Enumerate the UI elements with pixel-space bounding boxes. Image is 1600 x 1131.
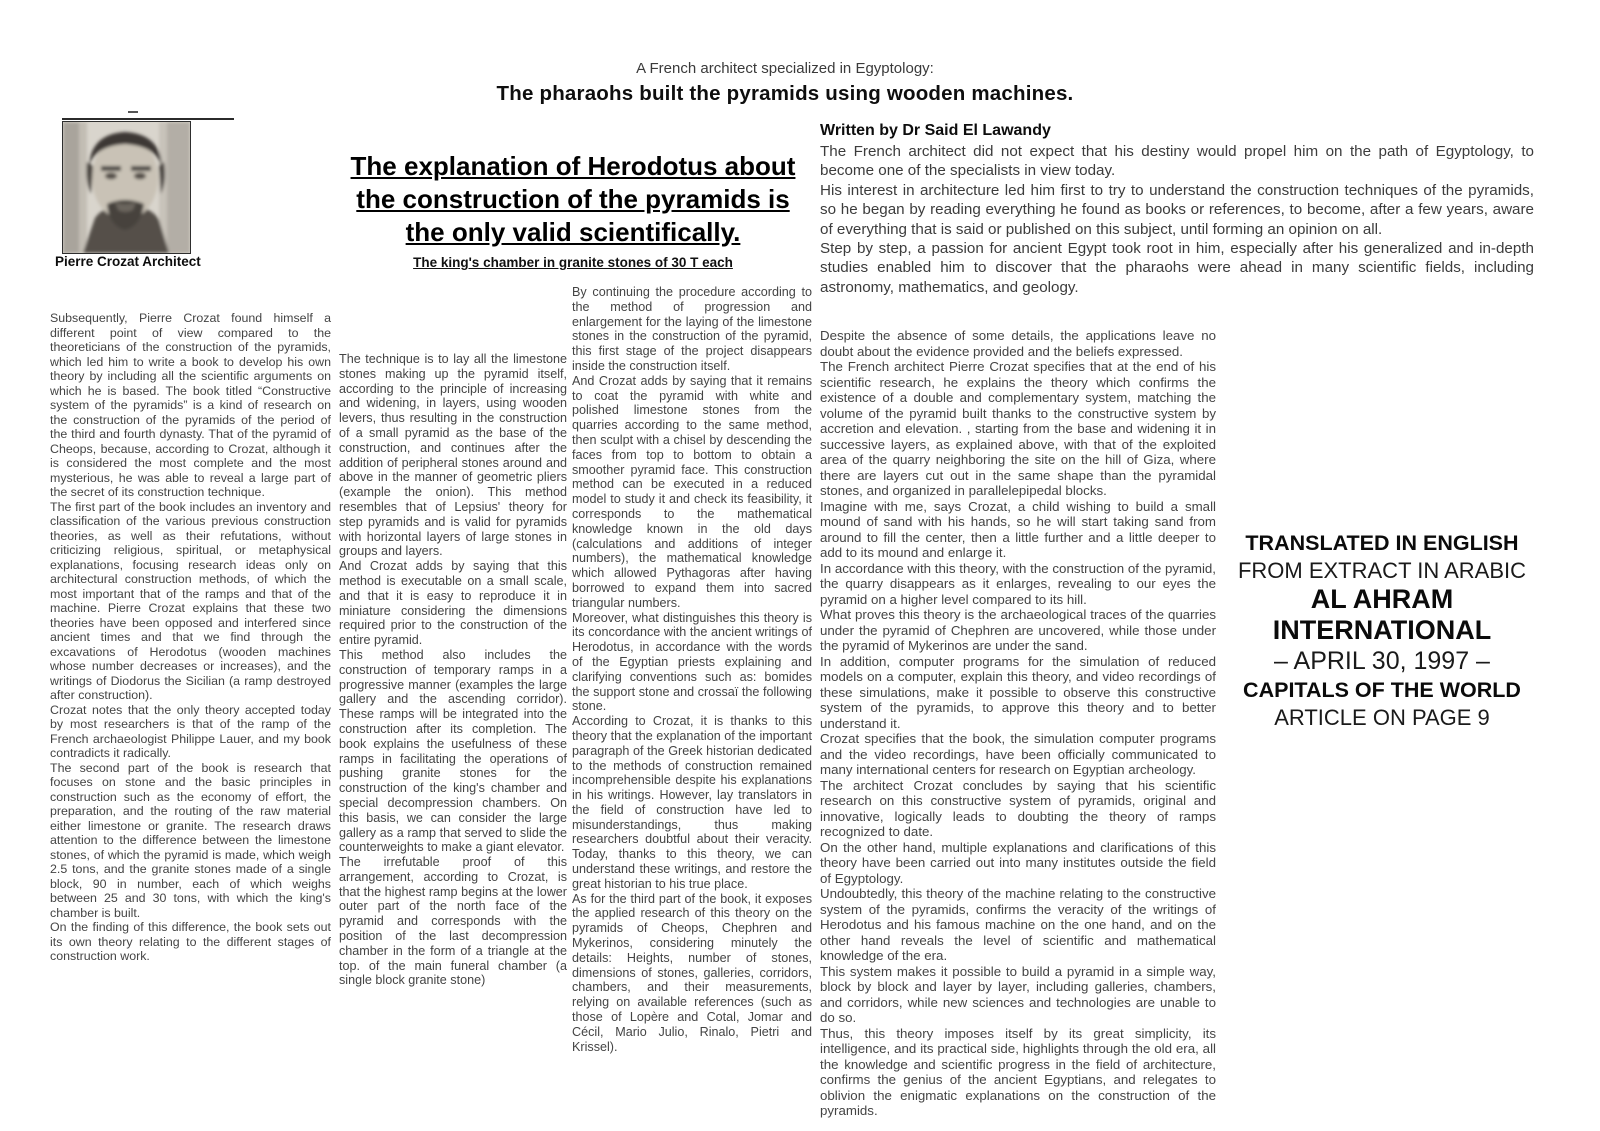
- headline-line-3: the only valid scientifically.: [405, 217, 741, 247]
- paragraph: By continuing the procedure according to the method of progression and enlargement for the laying of the limestone stones in the construction of the pyramid, this first stage of the project disappears inside the construction itself.: [572, 285, 812, 373]
- sidebar-line-from-extract: FROM EXTRACT IN ARABIC: [1237, 558, 1527, 583]
- paragraph: What proves this theory is the archaeological traces of the quarries under the pyramid of Chephren are uncovered, while those under the pyramid of Mykerinos are under the sand.: [820, 607, 1216, 653]
- paragraph: The first part of the book includes an inventory and classification of the various previous construction theories, as well as their refutations, without criticizing religious, spiritual, or metaphysical explanations, focusing research ideas only on architectural construction methods, of which the most important that of the ramps and that of the machine. Pierre Crozat explains that these two theories have been opposed and interfered since ancient times and that we find through the excavations of Herodotus (wooden machines whose number decreases or increases), and the writings of Diodorus the Sicilian (a ramp destroyed after construction).: [50, 499, 331, 702]
- paragraph: And Crozat adds by saying that it remains to coat the pyramid with white and polished limestone stones from the quarries according to the same method, then sculpt with a chisel by descending the faces from top to bottom to obtain a smoother pyramid face. This construction method can be executed in a reduced model to study it and check its feasibility, it corresponds to the mathematical knowledge known in the old days (calculations and additions of integer numbers), the mathematical knowledge which allowed Pythagoras after having borrowed to expand them into sacred triangular numbers.: [572, 373, 812, 610]
- paragraph: Subsequently, Pierre Crozat found himself a different point of view compared to the theoreticians of the construction of the pyramids, which led him to write a book to develop his own theory by including all the scientific arguments on which he is based. The book titled “Constructive system of the pyramids” is a kind of research on the construction of the pyramids of the period of the third and fourth dynasty. That of the pyramid of Cheops, because, according to Crozat, although it is considered the most complete and the most mysterious, he was able to reveal a large part of the secret of its construction technique.: [50, 311, 331, 499]
- sidebar-line-international: INTERNATIONAL: [1272, 615, 1492, 645]
- paragraph: Crozat notes that the only theory accepted today by most researchers is that of the ramp of the French archaeologist Philippe Lauer, and my book contradicts it radically.: [50, 702, 331, 760]
- paragraph: In addition, computer programs for the simulation of reduced models on a computer, explain this theory, and video recordings of these simulations, make it possible to observe this constructive system of the pyramids, to approve this theory and to better understand it.: [820, 653, 1216, 731]
- portrait-photo: [62, 121, 191, 254]
- paragraph: This system makes it possible to build a pyramid in a simple way, block by block and layer by layer, including galleries, chambers, and corridors, while new sciences and technologies are unable to do so.: [820, 963, 1216, 1025]
- column-3: [572, 285, 812, 1054]
- sidebar-line-date: – APRIL 30, 1997 –: [1274, 647, 1490, 675]
- headline-line-2: the construction of the pyramids is: [356, 184, 790, 214]
- scan-artifact-line: [62, 118, 234, 120]
- article-kicker: A French architect specialized in Egyptology:: [636, 60, 934, 77]
- sidebar-line-capitals: CAPITALS OF THE WORLD: [1243, 678, 1521, 702]
- translation-source-note: [1228, 530, 1536, 731]
- paragraph: The irrefutable proof of this arrangement, according to Crozat, is that the highest ramp begins at the lower outer part of the north face of the pyramid and corresponds with the position of the last decompression chamber in the form of a triangle at the top. of the main funeral chamber (a single block granite stone): [339, 855, 567, 988]
- sidebar-line-translated: TRANSLATED IN ENGLISH: [1245, 531, 1519, 555]
- paragraph: Despite the absence of some details, the applications leave no doubt about the evidence provided and the beliefs expressed.: [820, 328, 1216, 359]
- paragraph: Imagine with me, says Crozat, a child wishing to build a small mound of sand with his hands, so he will start taking sand from around to fill the center, then a little further and a little deeper to add to its mound and enlarge it.: [820, 498, 1216, 560]
- paragraph: The French architect Pierre Crozat specifies that at the end of his scientific research, he explains the theory which confirms the existence of a double and complementary system, matching the volume of the pyramid built thanks to the constructive system by accretion and elevation. , starting from the base and widening it in successive layers, as explained above, with that of the exploited area of the quarry neighboring the site on the hill of Giza, where there are layers cut out in the same shape than the pyramidal stones, and organized in parallelepipedal blocks.: [820, 359, 1216, 498]
- headline-block: [336, 150, 810, 270]
- paragraph: Thus, this theory imposes itself by its great simplicity, its intelligence, and its practical side, highlights through the old era, all the knowledge and scientific progress in the field of architecture, confirms the genius of the ancient Egyptians, and relegates to oblivion the enigmatic explanations on the construction of the pyramids.: [820, 1025, 1216, 1118]
- headline-subtitle: The king's chamber in granite stones of 30 T each: [413, 255, 733, 270]
- column-2: [339, 352, 567, 988]
- paragraph: This method also includes the construction of temporary ramps in a progressive manner (examples the large gallery and the ascending corridor). These ramps will be integrated into the construction after its completion. The book explains the usefulness of these ramps in facilitating the operations of pushing granite stones for the construction of the king's chamber and special decompression chambers. On this basis, we can consider the large gallery as a ramp that served to slide the counterweights to make a giant elevator.: [339, 647, 567, 855]
- scan-artifact-dash: [128, 111, 138, 113]
- paragraph: As for the third part of the book, it exposes the applied research of this theory on the pyramids of Cheops, Chephren and Mykerinos, considering minutely the details: Heights, number of stones, dimensions of stones, galleries, corridors, chambers, and their measurements, relying on available references (such as those of Lopère and Cotal, Jomar and Cécil, Mario Julio, Rinalo, Pietri and Krissel).: [572, 891, 812, 1054]
- paragraph: The second part of the book is research that focuses on stone and the basic principles in construction such as the economy of effort, the preparation, and the routing of the raw material either limestone or granite. The research draws attention to the difference between the limestone stones, of which the pyramid is made, which weigh 2.5 tons, and the granite stones made of a single block, 90 in number, each of which weighs between 25 and 30 tons, with which the king's chamber is built.: [50, 760, 331, 920]
- sidebar-line-article-page: ARTICLE ON PAGE 9: [1274, 705, 1490, 730]
- byline-paragraph: His interest in architecture led him first to try to understand the construction techniques of the pyramids, so he began by reading everything he found as books or references, to become, after a few years, aware of everything that is said or published on this subject, until forming an opinion on all.: [820, 181, 1534, 238]
- byline-paragraph: Step by step, a passion for ancient Egypt took root in him, especially after his generalized and in-depth studies enabled him to discover that the pharaohs were ahead in many scientific fields, including astronomy, mathematics, and geology.: [820, 240, 1534, 296]
- paragraph: On the other hand, multiple explanations and clarifications of this theory have been carried out into many institutes outside the field of Egyptology.: [820, 839, 1216, 886]
- column-1: [50, 311, 331, 964]
- article-title: The pharaohs built the pyramids using wooden machines.: [496, 82, 1074, 105]
- paragraph: On the finding of this difference, the book sets out its own theory relating to the different stages of construction work.: [50, 920, 331, 963]
- paragraph: The technique is to lay all the limestone stones making up the pyramid itself, according to the principle of increasing and widening, in layers, using wooden levers, thus resulting in the construction of a small pyramid as the base of the construction, and continues after the addition of peripheral stones around and above in the manner of geometric pliers (example the onion). This method resembles that of Lepsius' theory for step pyramids and is valid for pyramids with horizontal layers of large stones in groups and layers.: [339, 352, 567, 559]
- column-4: [820, 328, 1216, 1119]
- paragraph: And Crozat adds by saying that this method is executable on a small scale, and that it is easy to reproduce it in miniature considering the dimensions required prior to the construction of the entire pyramid.: [339, 559, 567, 648]
- paragraph: In accordance with this theory, with the construction of the pyramid, the quarry disappears as it enlarges, revealing to our eyes the pyramid on a higher level compared to its hill.: [820, 560, 1216, 607]
- byline-block: [820, 122, 1534, 297]
- byline-author: Written by Dr Said El Lawandy: [820, 122, 1051, 139]
- paragraph: Undoubtedly, this theory of the machine relating to the constructive system of the pyramids, confirms the veracity of the writings of Herodotus and his famous machine on the one hand, and on the other hand reveals the level of scientific and mathematical knowledge of the era.: [820, 886, 1216, 963]
- paragraph: The architect Crozat concludes by saying that his scientific research on this constructive system of pyramids, original and innovative, logically leads to doubting the theory of ramps recognized to date.: [820, 777, 1216, 839]
- headline-line-1: The explanation of Herodotus about: [350, 151, 796, 181]
- paragraph: Crozat specifies that the book, the simulation computer programs and the video recordings, have been officially communicated to many international centers for research on Egyptian archeology.: [820, 731, 1216, 777]
- paragraph: Moreover, what distinguishes this theory is its concordance with the ancient writings of Herodotus, in accordance with the words of the Egyptian priests explaining and clarifying conventions such as: bomides the support stone and crossaï the following stone.: [572, 610, 812, 714]
- sidebar-line-al-ahram: AL AHRAM: [1310, 584, 1454, 614]
- byline-paragraph: The French architect did not expect that his destiny would propel him on the path of Egyptology, to become one of the specialists in view today.: [820, 143, 1534, 180]
- portrait-photo-illustration: [63, 122, 190, 253]
- photo-caption: Pierre Crozat Architect: [55, 254, 201, 269]
- paragraph: According to Crozat, it is thanks to this theory that the explanation of the important paragraph of the Greek historian dedicated to the methods of construction remained incomprehensible despite his explanations in his writings. However, lay translators in the field of construction have led to misunderstandings, thus making researchers doubtful about their veracity. Today, thanks to this theory, we can understand these writings, and restore the great historian to his true place.: [572, 714, 812, 891]
